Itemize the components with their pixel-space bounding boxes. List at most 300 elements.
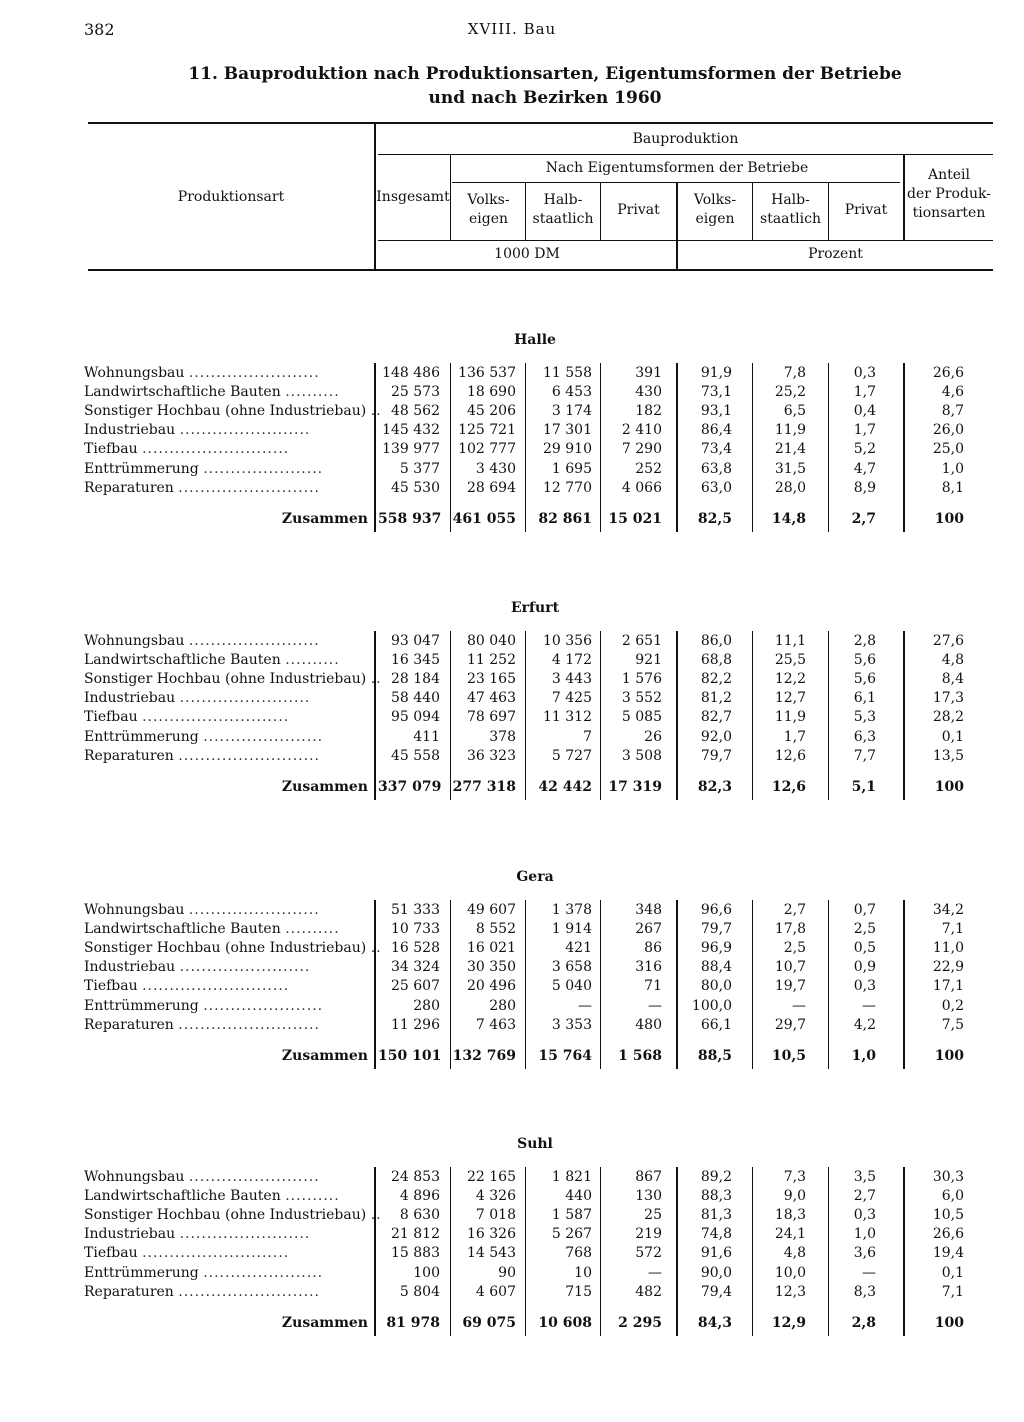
table-row	[0, 1206, 1024, 1225]
table-cell: 440	[565, 1188, 592, 1205]
table-cell: 3 174	[551, 403, 592, 420]
header-volkseigen-prozent	[678, 191, 752, 229]
table-cell: 0,1	[941, 728, 964, 745]
table-cell: 25 573	[391, 384, 440, 401]
header-insgesamt: Insgesamt	[376, 189, 450, 205]
table-row	[0, 402, 1024, 421]
table-cell: 7	[583, 728, 592, 745]
header-unit-prozent: Prozent	[808, 246, 863, 262]
leader-dots: ......................	[203, 997, 324, 1014]
table-cell: 15 883	[391, 1245, 440, 1262]
table-row	[0, 977, 1024, 996]
table-row	[0, 632, 1024, 651]
table-cell: 921	[635, 652, 662, 669]
table-cell: 1 914	[551, 921, 592, 938]
total-cell: 12,6	[771, 778, 806, 795]
table-cell: 7,1	[941, 1283, 964, 1300]
table-cell: 0,1	[941, 1264, 964, 1281]
table-cell: 25	[644, 1207, 662, 1224]
table-cell: 1 378	[551, 902, 592, 918]
table-cell: 12,2	[774, 671, 806, 688]
table-cell: 4 607	[475, 1283, 516, 1300]
table-cell: 11 252	[467, 652, 516, 669]
table-cell: 411	[413, 728, 440, 745]
leader-dots: ..	[370, 1207, 382, 1224]
table-cell: 28,0	[774, 479, 806, 496]
row-label	[84, 479, 370, 498]
table-cell: 27,6	[932, 633, 964, 649]
table-cell: 25,0	[932, 441, 964, 458]
leader-dots: ...........................	[142, 709, 290, 726]
table-cell: 0,2	[941, 997, 964, 1014]
table-cell: 130	[635, 1188, 662, 1205]
table-cell: 3 443	[551, 671, 592, 688]
table-cell: 26,0	[932, 422, 964, 439]
table-cell: 11,9	[774, 422, 806, 439]
table-cell: —	[792, 997, 806, 1014]
table-cell: 2,7	[783, 902, 806, 918]
row-label-text: Wohnungsbau	[84, 902, 185, 918]
table-row	[0, 958, 1024, 977]
table-cell: 25,5	[774, 652, 806, 669]
table-cell: 421	[565, 940, 592, 957]
table-cell: 23 165	[467, 671, 516, 688]
table-cell: 18 690	[467, 384, 516, 401]
row-label-text: Industriebau	[84, 690, 176, 707]
table-cell: 45 206	[467, 403, 516, 420]
table-cell: 19,7	[774, 978, 806, 995]
table-cell: 3 508	[621, 747, 662, 764]
table-cell: 102 777	[458, 441, 516, 458]
table-cell: 4,7	[853, 460, 876, 477]
table-cell: 2 410	[621, 422, 662, 439]
header-halbstaatlich-prozent-line-2: staatlich	[760, 211, 821, 227]
total-cell: 14,8	[771, 510, 806, 527]
row-label-text: Sonstiger Hochbau (ohne Industriebau)	[84, 1207, 367, 1224]
table-cell: 5,2	[853, 441, 876, 458]
table-cell: 45 558	[391, 747, 440, 764]
table-row	[0, 901, 1024, 920]
table-cell: —	[648, 997, 662, 1014]
table-cell: 82,2	[700, 671, 732, 688]
table-row	[0, 1187, 1024, 1206]
table-row	[0, 1016, 1024, 1035]
table-row	[0, 1244, 1024, 1263]
total-cell: 10 608	[538, 1314, 592, 1331]
table-cell: 16 528	[391, 940, 440, 957]
table-cell: 31,5	[774, 460, 806, 477]
table-cell: 316	[635, 959, 662, 976]
leader-dots: ........................	[179, 690, 311, 707]
total-row	[0, 510, 1024, 529]
row-label	[84, 901, 370, 920]
row-label	[84, 1264, 370, 1283]
table-row	[0, 1264, 1024, 1283]
leader-dots: ...........................	[142, 1245, 290, 1262]
table-row	[0, 728, 1024, 747]
table-cell: 26,6	[932, 1226, 964, 1243]
row-label	[84, 440, 370, 459]
table-cell: 96,9	[700, 940, 732, 957]
table-cell: 86	[644, 940, 662, 957]
table-title-line-2: und nach Bezirken 1960	[428, 88, 662, 108]
table-cell: 29,7	[774, 1016, 806, 1033]
row-label-text: Reparaturen	[84, 479, 174, 496]
row-label-text: Sonstiger Hochbau (ohne Industriebau)	[84, 403, 367, 420]
total-cell: 17 319	[608, 778, 662, 795]
leader-dots: ..........	[285, 652, 340, 669]
table-cell: 867	[635, 1169, 662, 1185]
table-row	[0, 939, 1024, 958]
row-label	[84, 747, 370, 766]
table-cell: 34,2	[932, 902, 964, 918]
row-label-text: Tiefbau	[84, 978, 138, 995]
table-cell: 96,6	[700, 902, 732, 918]
table-cell: 572	[635, 1245, 662, 1262]
table-cell: 8,1	[941, 479, 964, 496]
total-cell: 277 318	[452, 778, 516, 795]
table-cell: 4,2	[853, 1016, 876, 1033]
table-cell: 267	[635, 921, 662, 938]
table-cell: 7,1	[941, 921, 964, 938]
table-cell: 768	[565, 1245, 592, 1262]
row-label-text: Reparaturen	[84, 1283, 174, 1300]
row-label	[84, 421, 370, 440]
header-halbstaatlich-dm-line-1: Halb-	[543, 192, 583, 208]
table-cell: 10,5	[932, 1207, 964, 1224]
row-label-text: Industriebau	[84, 959, 176, 976]
table-cell: 7,7	[853, 747, 876, 764]
row-label-text: Wohnungsbau	[84, 1169, 185, 1185]
table-cell: 30 350	[467, 959, 516, 976]
table-cell: 86,0	[700, 633, 732, 649]
table-cell: —	[578, 997, 592, 1014]
table-cell: 139 977	[382, 441, 440, 458]
row-label-text: Tiefbau	[84, 709, 138, 726]
table-cell: 71	[644, 978, 662, 995]
table-cell: 148 486	[382, 365, 440, 381]
table-cell: 48 562	[391, 403, 440, 420]
table-row	[0, 460, 1024, 479]
row-label	[84, 728, 370, 747]
table-cell: 8 630	[399, 1207, 440, 1224]
table-cell: 10,0	[774, 1264, 806, 1281]
leader-dots: ...........................	[142, 441, 290, 458]
table-cell: 25,2	[774, 384, 806, 401]
table-cell: 80 040	[467, 633, 516, 649]
table-cell: 28 184	[391, 671, 440, 688]
row-label	[84, 958, 370, 977]
total-cell: 81 978	[386, 1314, 440, 1331]
table-cell: 17,8	[774, 921, 806, 938]
header-halbstaatlich-dm-line-2: staatlich	[532, 211, 594, 227]
table-cell: 12,7	[774, 690, 806, 707]
table-cell: 91,6	[700, 1245, 732, 1262]
row-label-text: Industriebau	[84, 1226, 176, 1243]
row-label	[84, 1206, 382, 1225]
leader-dots: ........................	[188, 1169, 320, 1185]
row-label-text: Tiefbau	[84, 1245, 138, 1262]
table-cell: 78 697	[467, 709, 516, 726]
table-cell: 280	[489, 997, 516, 1014]
leader-dots: ..	[370, 671, 382, 688]
table-cell: 1 587	[551, 1207, 592, 1224]
table-title-line-1: 11. Bauproduktion nach Produktionsarten, Eigentumsformen der Betriebe	[188, 64, 902, 84]
table-cell: 1 695	[551, 460, 592, 477]
row-label-text: Sonstiger Hochbau (ohne Industriebau)	[84, 940, 367, 957]
header-top-rule	[88, 122, 993, 124]
leader-dots: ......................	[203, 728, 324, 745]
table-cell: 90,0	[700, 1264, 732, 1281]
table-cell: 6 453	[551, 384, 592, 401]
total-cell: 2 295	[618, 1314, 662, 1331]
table-cell: 51 333	[391, 902, 440, 918]
table-cell: 66,1	[700, 1016, 732, 1033]
table-cell: 125 721	[458, 422, 516, 439]
table-cell: 28 694	[467, 479, 516, 496]
table-cell: 21 812	[391, 1226, 440, 1243]
header-produktionsart: Produktionsart	[177, 189, 285, 205]
table-cell: 0,9	[853, 959, 876, 976]
leader-dots: ........................	[188, 365, 320, 381]
leader-dots: ........................	[179, 959, 311, 976]
table-cell: 13,5	[932, 747, 964, 764]
table-cell: 8,4	[941, 671, 964, 688]
table-cell: 1,0	[853, 1226, 876, 1243]
header-unit-dm: 1000 DM	[494, 246, 560, 262]
table-row	[0, 670, 1024, 689]
table-title	[80, 62, 1010, 110]
total-cell: 100	[934, 510, 964, 527]
leader-dots: ...........................	[142, 978, 290, 995]
total-cell: 100	[934, 778, 964, 795]
leader-dots: ........................	[179, 1226, 311, 1243]
table-cell: —	[862, 1264, 876, 1281]
table-cell: 29 910	[543, 441, 592, 458]
total-cell: 15 764	[538, 1047, 592, 1064]
total-cell: 82,5	[697, 510, 732, 527]
table-cell: 378	[489, 728, 516, 745]
leader-dots: ..........	[285, 384, 340, 401]
header-rule-bauproduktion	[378, 154, 993, 155]
table-cell: 348	[635, 902, 662, 918]
row-label-text: Enttrümmerung	[84, 460, 199, 477]
total-cell: 88,5	[697, 1047, 732, 1064]
total-cell: 82,3	[697, 778, 732, 795]
total-cell: 558 937	[378, 510, 442, 527]
table-cell: 63,0	[700, 479, 732, 496]
table-cell: 145 432	[382, 422, 440, 439]
row-label	[84, 383, 370, 402]
table-cell: —	[648, 1264, 662, 1281]
table-cell: 14 543	[467, 1245, 516, 1262]
header-halbstaatlich-prozent	[753, 191, 828, 229]
row-label	[84, 460, 370, 479]
table-cell: 8,7	[941, 403, 964, 420]
row-label-text: Wohnungsbau	[84, 633, 185, 649]
table-cell: 100	[413, 1264, 440, 1281]
table-cell: 93 047	[391, 633, 440, 649]
table-cell: 391	[635, 365, 662, 381]
table-cell: 715	[565, 1283, 592, 1300]
row-label	[84, 920, 370, 939]
row-label-text: Landwirtschaftliche Bauten	[84, 921, 281, 938]
row-label-text: Enttrümmerung	[84, 1264, 199, 1281]
table-cell: 7,5	[941, 1016, 964, 1033]
table-cell: 0,5	[853, 940, 876, 957]
table-cell: 219	[635, 1226, 662, 1243]
table-cell: 21,4	[774, 441, 806, 458]
row-label-text: Industriebau	[84, 422, 176, 439]
table-row	[0, 1225, 1024, 1244]
table-cell: 34 324	[391, 959, 440, 976]
table-cell: 0,3	[853, 978, 876, 995]
table-cell: 36 323	[467, 747, 516, 764]
table-row	[0, 708, 1024, 727]
table-cell: 4,6	[941, 384, 964, 401]
table-row	[0, 1168, 1024, 1187]
table-cell: 3 353	[551, 1016, 592, 1033]
table-cell: 2,7	[853, 1188, 876, 1205]
table-cell: 100,0	[691, 997, 732, 1014]
table-cell: 3 658	[551, 959, 592, 976]
table-cell: 0,3	[853, 1207, 876, 1224]
total-label: Zusammen	[281, 778, 368, 795]
table-cell: 6,3	[853, 728, 876, 745]
header-anteil	[905, 166, 993, 223]
table-cell: 5 727	[551, 747, 592, 764]
table-cell: 79,4	[700, 1283, 732, 1300]
total-cell: 2,7	[851, 510, 876, 527]
table-cell: 30,3	[932, 1169, 964, 1185]
page-number: 382	[84, 20, 115, 39]
header-volkseigen-dm	[452, 191, 525, 229]
table-row	[0, 383, 1024, 402]
table-cell: 482	[635, 1283, 662, 1300]
table-cell: 3,6	[853, 1245, 876, 1262]
total-label: Zusammen	[281, 510, 368, 527]
table-cell: 20 496	[467, 978, 516, 995]
table-cell: 10,7	[774, 959, 806, 976]
row-label	[84, 651, 370, 670]
table-cell: 0,4	[853, 403, 876, 420]
table-cell: 7,3	[783, 1169, 806, 1185]
table-cell: 4 066	[621, 479, 662, 496]
table-cell: 3,5	[853, 1169, 876, 1185]
table-cell: 86,4	[700, 422, 732, 439]
row-label	[84, 1244, 370, 1263]
row-label-text: Tiefbau	[84, 441, 138, 458]
header-bottom-rule	[88, 269, 993, 271]
total-cell: 461 055	[452, 510, 516, 527]
table-cell: 11,0	[932, 940, 964, 957]
row-label	[84, 997, 370, 1016]
table-row	[0, 421, 1024, 440]
header-halbstaatlich-dm	[526, 191, 600, 229]
total-cell: 5,1	[851, 778, 876, 795]
table-cell: 252	[635, 460, 662, 477]
table-cell: 91,9	[700, 365, 732, 381]
leader-dots: ..........................	[178, 1283, 320, 1300]
total-row	[0, 1047, 1024, 1066]
table-cell: 11,1	[774, 633, 806, 649]
row-label	[84, 364, 370, 383]
table-cell: 1,7	[853, 422, 876, 439]
leader-dots: ..	[370, 403, 382, 420]
leader-dots: ..........	[285, 921, 340, 938]
table-cell: 5 377	[399, 460, 440, 477]
header-rule-units	[378, 240, 993, 241]
table-cell: 8,9	[853, 479, 876, 496]
table-cell: 1,0	[941, 460, 964, 477]
total-row	[0, 778, 1024, 797]
table-row	[0, 689, 1024, 708]
row-label-text: Landwirtschaftliche Bauten	[84, 384, 281, 401]
row-label	[84, 402, 382, 421]
table-cell: 80,0	[700, 978, 732, 995]
table-cell: 7 463	[475, 1016, 516, 1033]
total-cell: 2,8	[851, 1314, 876, 1331]
total-cell: 12,9	[771, 1314, 806, 1331]
row-label-text: Enttrümmerung	[84, 728, 199, 745]
section-title: Halle	[514, 332, 556, 348]
table-row	[0, 920, 1024, 939]
header-volkseigen-dm-line-2: eigen	[468, 211, 509, 227]
header-privat-dm: Privat	[617, 202, 660, 218]
table-cell: 7 425	[551, 690, 592, 707]
row-label	[84, 708, 370, 727]
header-anteil-line-3: tionsarten	[912, 205, 986, 221]
row-label-text: Landwirtschaftliche Bauten	[84, 652, 281, 669]
total-cell: 15 021	[608, 510, 662, 527]
table-cell: 5 804	[399, 1283, 440, 1300]
table-cell: 2,8	[853, 633, 876, 649]
total-cell: 1,0	[851, 1047, 876, 1064]
row-label	[84, 1283, 370, 1302]
table-cell: 6,0	[941, 1188, 964, 1205]
table-cell: 5,6	[853, 652, 876, 669]
leader-dots: ......................	[203, 1264, 324, 1281]
table-cell: 5,6	[853, 671, 876, 688]
leader-dots: ..........................	[178, 479, 320, 496]
table-cell: 25 607	[391, 978, 440, 995]
table-cell: 9,0	[783, 1188, 806, 1205]
table-cell: 8 552	[475, 921, 516, 938]
table-cell: 6,1	[853, 690, 876, 707]
table-cell: 16 326	[467, 1226, 516, 1243]
table-cell: 28,2	[932, 709, 964, 726]
table-cell: 0,7	[853, 902, 876, 918]
table-cell: 73,1	[700, 384, 732, 401]
table-cell: 1,7	[853, 384, 876, 401]
table-cell: 17 301	[543, 422, 592, 439]
table-cell: 136 537	[458, 365, 516, 381]
leader-dots: ..	[370, 940, 382, 957]
table-cell: 82,7	[700, 709, 732, 726]
table-cell: 280	[413, 997, 440, 1014]
table-row	[0, 364, 1024, 383]
table-cell: 4,8	[941, 652, 964, 669]
table-cell: 10	[574, 1264, 592, 1281]
table-cell: 4 326	[475, 1188, 516, 1205]
row-label	[84, 632, 370, 651]
total-cell: 10,5	[771, 1047, 806, 1064]
table-cell: 5 085	[621, 709, 662, 726]
table-cell: 3 552	[621, 690, 662, 707]
total-cell: 132 769	[452, 1047, 516, 1064]
table-cell: 18,3	[774, 1207, 806, 1224]
row-label-text: Reparaturen	[84, 747, 174, 764]
